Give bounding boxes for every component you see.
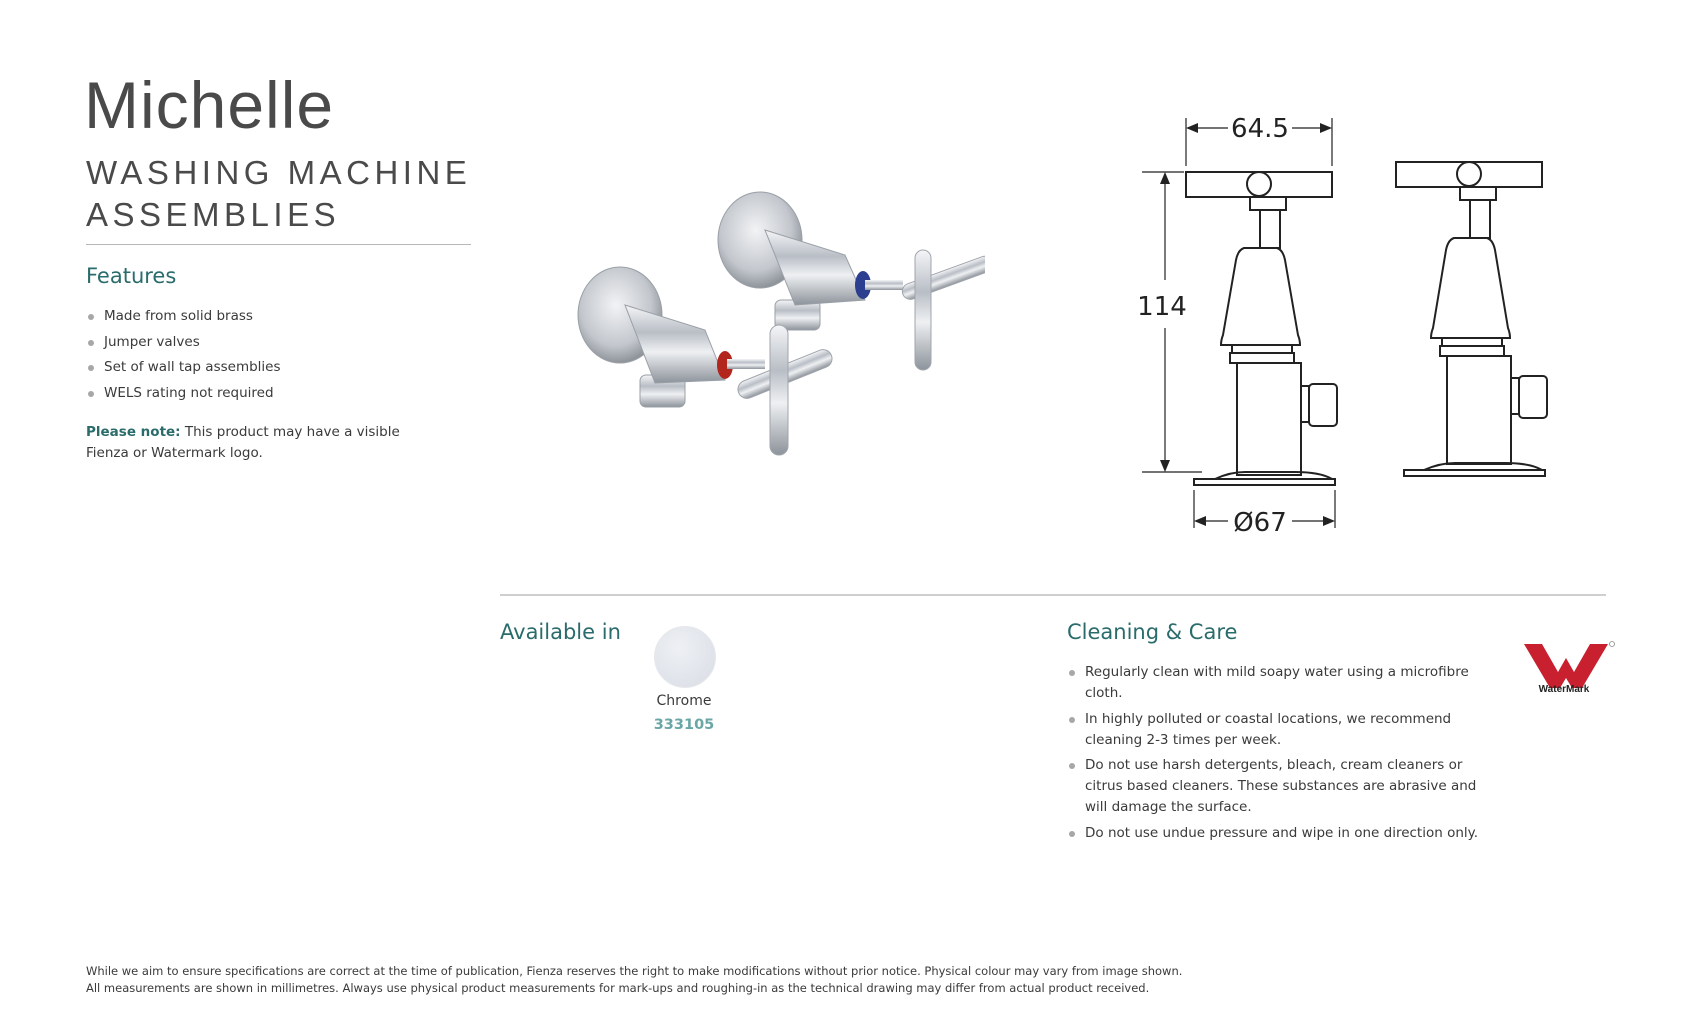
front-view [1186,172,1337,485]
tap-cold [718,192,985,370]
note-label: Please note: [86,424,181,440]
feature-item: WELS rating not required [86,381,281,407]
technical-drawing [1120,100,1580,550]
care-item: Regularly clean with mild soapy water using a microfibre cloth. [1067,662,1497,704]
please-note [86,422,446,464]
width-label: 64.5 [1231,114,1289,144]
subtitle-line-2: ASSEMBLIES [86,196,341,233]
feature-item: Jumper valves [86,330,281,356]
side-view [1396,162,1547,476]
product-photo [565,180,985,480]
care-heading: Cleaning & Care [1067,620,1238,644]
finish-name: Chrome [656,693,712,709]
diameter-label: Ø67 [1233,508,1287,538]
feature-item: Made from solid brass [86,304,281,330]
care-item: Do not use undue pressure and wipe in one direction only. [1067,823,1497,844]
height-label: 114 [1137,292,1187,322]
disclaimer-line-2: All measurements are shown in millimetres. Always use physical product measurements for mark-ups and roughing-in as the technical drawing may differ from actual product received. [86,981,1150,995]
care-item: Do not use harsh detergents, bleach, cream cleaners or citrus based cleaners. These substances are abrasive and will damage the surface. [1067,755,1497,818]
note-text: This product may have a visible Fienza or Watermark logo. [86,424,400,461]
features-heading: Features [86,264,177,288]
product-subtitle [86,152,471,236]
care-item: In highly polluted or coastal locations, we recommend cleaning 2-3 times per week. [1067,709,1497,751]
features-list [86,304,281,406]
finish-code: 333105 [653,717,715,733]
care-list [1067,662,1497,848]
watermark-label: WaterMark [1538,684,1590,695]
disclaimer-line-1: While we aim to ensure specifications are correct at the time of publication, Fienza reserves the right to make modifications without prior notice. Physical colour may vary from image shown. [86,964,1183,978]
title-divider [86,244,471,245]
watermark-logo-icon [1520,638,1616,710]
section-divider [500,594,1606,596]
subtitle-line-1: WASHING MACHINE [86,154,472,191]
finish-swatch-chrome[interactable] [654,626,716,688]
disclaimer [86,963,1182,997]
height-dimension [1142,172,1202,472]
product-name: Michelle [84,68,335,142]
available-heading: Available in [500,620,621,644]
feature-item: Set of wall tap assemblies [86,355,281,381]
